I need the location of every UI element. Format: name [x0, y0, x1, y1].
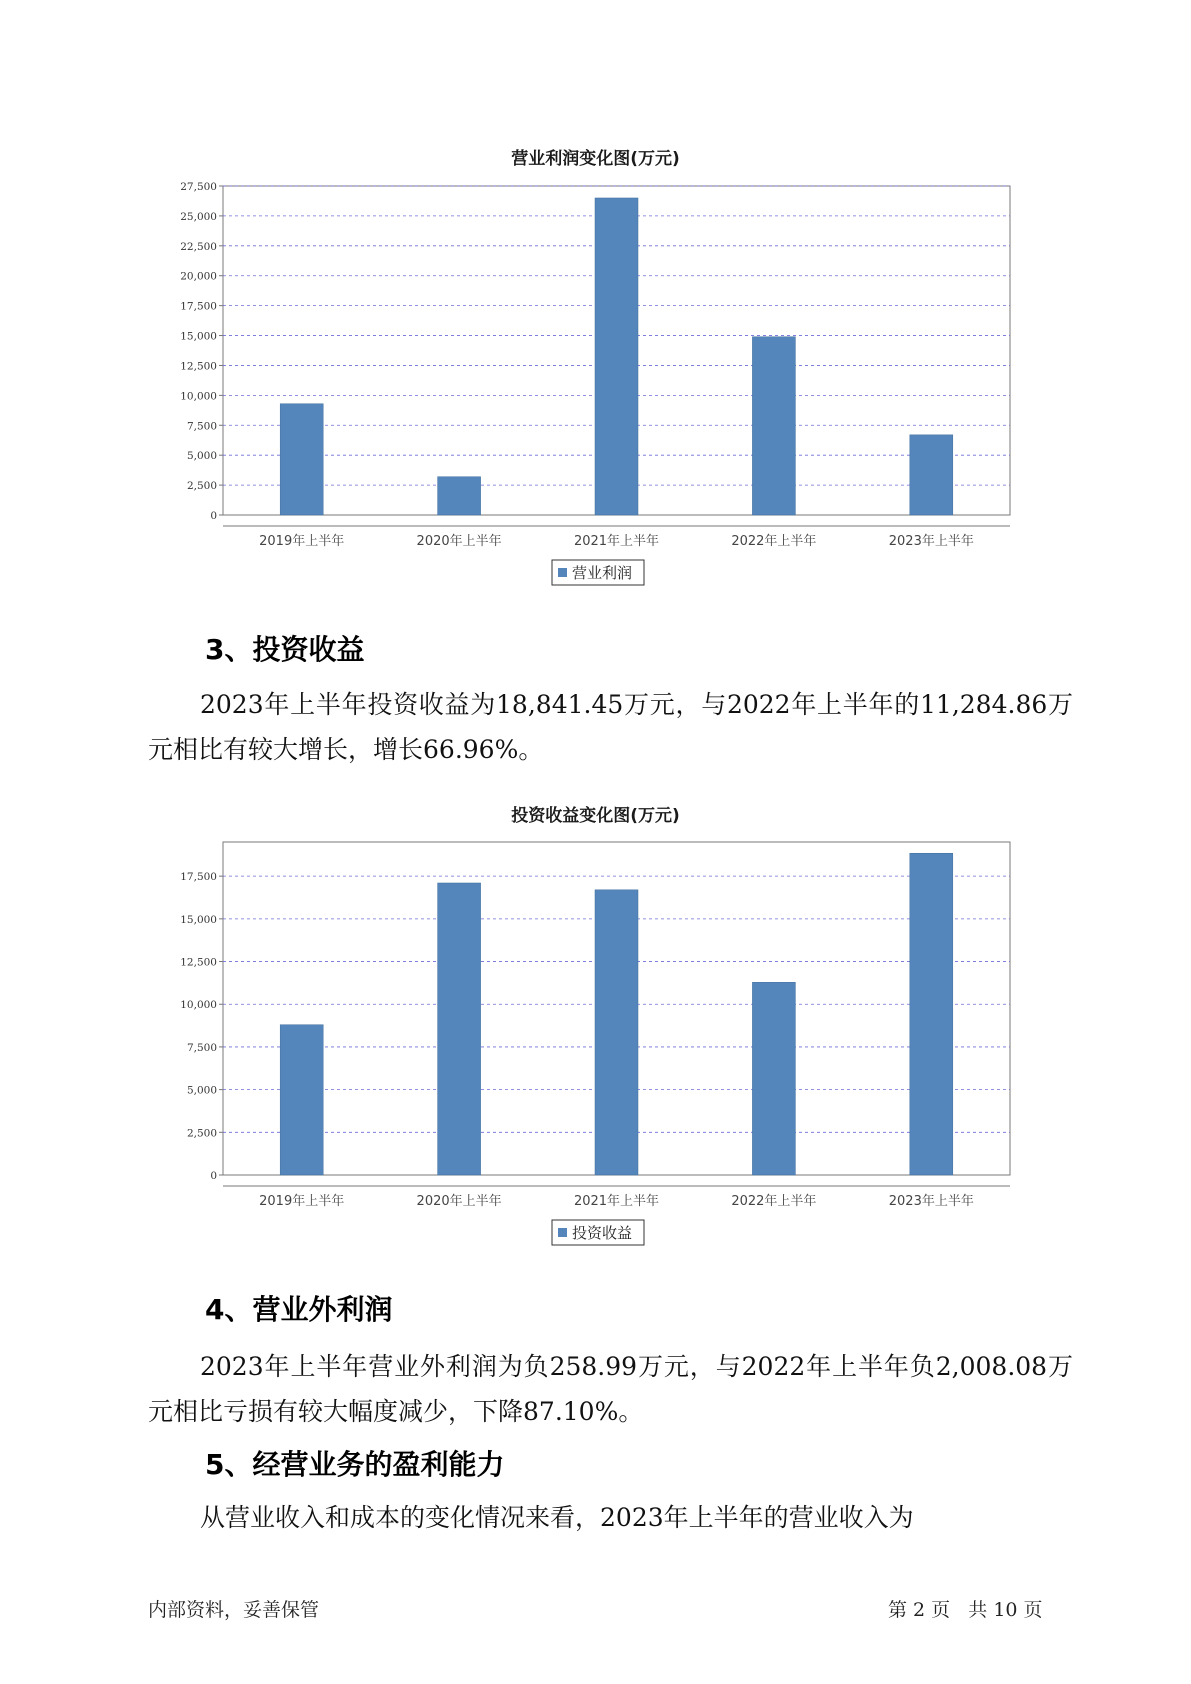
- chart1-title: 营业利润变化图(万元): [511, 149, 680, 169]
- y-tick-label: 7,500: [186, 1041, 217, 1054]
- section-4-paragraph: 2023年上半年营业外利润为负258.99万元，与2022年上半年负2,008.08万元相比亏损有较大幅度减少，下降87.10%。: [148, 1352, 1073, 1426]
- y-tick-label: 17,500: [180, 300, 217, 313]
- legend-label: 营业利润: [572, 564, 633, 582]
- footer-page-number: 第 2 页 共 10 页: [888, 1599, 1043, 1621]
- y-tick-label: 5,000: [186, 1084, 217, 1097]
- investment-income-chart: [0, 830, 1191, 1280]
- bar: [595, 198, 638, 515]
- legend-swatch: [558, 1228, 567, 1237]
- bar: [438, 883, 481, 1175]
- y-tick-label: 15,000: [180, 330, 217, 343]
- y-tick-label: 2,500: [186, 480, 217, 493]
- y-tick-label: 20,000: [180, 270, 217, 283]
- bar: [910, 853, 953, 1175]
- y-tick-label: 10,000: [180, 390, 217, 403]
- section-3-paragraph: 2023年上半年投资收益为18,841.45万元，与2022年上半年的11,284.86万元相比有较大增长，增长66.96%。: [148, 690, 1073, 764]
- y-tick-label: 0: [210, 510, 217, 522]
- bar: [752, 337, 795, 515]
- x-tick-label: 2023年上半年: [888, 1194, 974, 1209]
- y-tick-label: 25,000: [180, 210, 217, 223]
- bar: [438, 477, 481, 515]
- y-tick-label: 7,500: [186, 420, 217, 433]
- footer-confidential-note: 内部资料，妥善保管: [148, 1599, 320, 1621]
- x-tick-label: 2021年上半年: [573, 534, 660, 549]
- chart2-title: 投资收益变化图(万元): [511, 806, 680, 826]
- x-tick-label: 2020年上半年: [416, 534, 502, 549]
- x-tick-label: 2022年上半年: [731, 1194, 817, 1209]
- y-tick-label: 5,000: [186, 450, 217, 463]
- legend-label: 投资收益: [572, 1224, 633, 1242]
- bar: [595, 890, 638, 1175]
- x-tick-label: 2023年上半年: [888, 534, 974, 549]
- y-tick-label: 12,500: [180, 956, 217, 969]
- x-tick-label: 2022年上半年: [731, 534, 817, 549]
- bar: [910, 435, 953, 515]
- bar: [280, 1025, 323, 1175]
- legend-swatch: [558, 568, 567, 577]
- y-tick-label: 22,500: [180, 240, 217, 253]
- y-tick-label: 0: [210, 1170, 217, 1182]
- y-tick-label: 17,500: [180, 871, 217, 884]
- y-tick-label: 2,500: [186, 1127, 217, 1140]
- x-tick-label: 2021年上半年: [573, 1194, 660, 1209]
- y-tick-label: 15,000: [180, 913, 217, 926]
- x-tick-label: 2019年上半年: [259, 534, 345, 549]
- x-tick-label: 2020年上半年: [416, 1194, 502, 1209]
- x-tick-label: 2019年上半年: [259, 1194, 345, 1209]
- y-tick-label: 12,500: [180, 360, 217, 373]
- section-5-paragraph: 从营业收入和成本的变化情况来看，2023年上半年的营业收入为: [200, 1503, 914, 1532]
- section-4-heading: 4、营业外利润: [205, 1293, 393, 1326]
- bar: [280, 404, 323, 515]
- section-3-heading: 3、投资收益: [205, 633, 365, 666]
- y-tick-label: 27,500: [180, 181, 217, 193]
- y-tick-label: 10,000: [180, 999, 217, 1012]
- bar: [752, 982, 795, 1175]
- operating-profit-chart: [0, 170, 1191, 610]
- section-5-heading: 5、经营业务的盈利能力: [205, 1448, 505, 1481]
